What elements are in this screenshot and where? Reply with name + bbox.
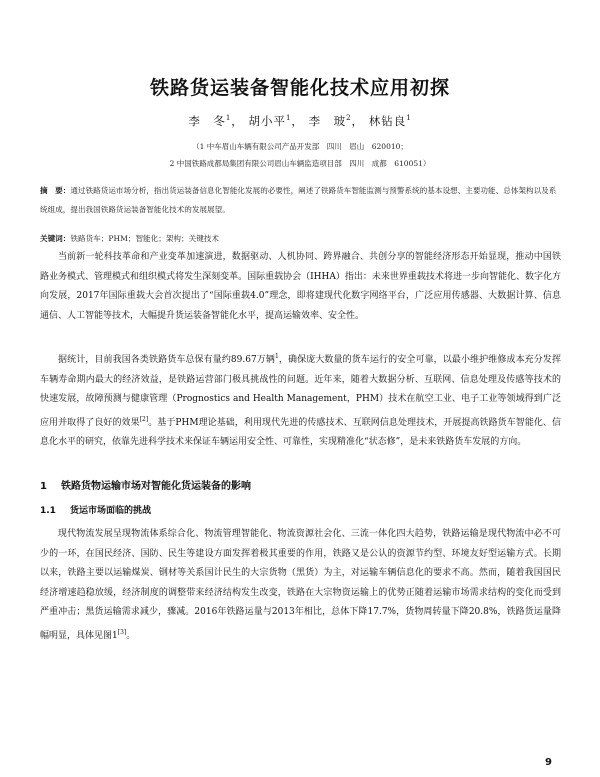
keywords-text: 铁路货车；PHM；智能化；架构；关键技术 xyxy=(70,234,219,243)
author-name: 胡小平 xyxy=(248,114,286,128)
abstract-text: 通过铁路货运市场分析，指出货运装备信息化智能化发展的必要性，阐述了铁路货车智能监测与预警系统的基本设想、主要功能、总体架构以及系统组成，提出我国铁路货运装备智能化技术的发展展望。 xyxy=(40,186,557,214)
affiliation-2: 2 中国铁路成都局集团有限公司眉山车辆监造项目部 四川 成都 610051） xyxy=(169,159,431,168)
author-affil-mark: 2 xyxy=(346,114,352,123)
paper-title: 铁路货运装备智能化技术应用初探 xyxy=(149,77,450,99)
paragraph-text: 。基于PHM理论基础，利用现代先进的传感技术、互联网信息处理技术，开展提高铁路货车智能化、信息化水平的研究，依靠先进科学技术来保证车辆运用安全性、可靠性，实现精准化“状态修”，是未来铁路货车发展的方向。 xyxy=(40,417,561,448)
section-number: 1 xyxy=(40,481,47,492)
paragraph-text: 据统计，目前我国各类铁路货车总保有量约89.67万辆 xyxy=(58,355,275,365)
author-affil-mark: 1 xyxy=(225,114,232,123)
subsection-title: 货运市场面临的挑战 xyxy=(69,506,151,516)
paragraph-text: 现代物流发展呈现物流体系综合化、物流管理智能化、物流资源社会化、三流一体化四大趋势，铁路运输是现代物流中必不可少的一环，在国民经济、国防、民生等建设方面发挥着极其重要的作用，铁路又是公认的资源节约型、环境友好型运输方式。长期以来，铁路主要以运输煤炭、钢材等关系国计民生的大宗货物（黑货）为主，对运输车辆信息化的要求不高。然而，随着我国国民经济增速趋稳放缓，经济制度的调整带来经济结构发生改变，铁路在大宗物资运输上的优势正随着运输市场需求结构的变化而受到严重冲击；黑货运输需求减少，骤减。2016年铁路运量与2013年相比，总体下降17.7%，货物周转量下降20.8%，铁路货运量降幅明显，具体见图1 xyxy=(40,529,561,641)
keywords-label: 关键词： xyxy=(40,234,71,243)
keywords xyxy=(40,229,562,248)
author-name: 李 冬 xyxy=(188,114,226,128)
body-paragraph-1: 当前新一轮科技革命和产业变革加速演进，数据驱动、人机协同、跨界融合、共创分享的智能经济形态开始显现，推动中国铁路业务模式、管理模式和组织模式将发生深刻变革。国际重载协会（IHHA）指出：未来世界重载技术将进一步向智能化、数字化方向发展，2017年国际重载大会首次提出了“国际重载4.0”理念，即将建现代化数字网络平台，广泛应用传感器、大数据计算、信息通信、人工智能等技术，大幅提升货运装备智能化水平，提高运输效率、安全性。 xyxy=(40,252,561,321)
author-affil-mark: 1 xyxy=(285,114,292,123)
page-number: 9 xyxy=(545,757,552,768)
subsection-number: 1.1 xyxy=(40,506,56,516)
abstract-label: 摘 要： xyxy=(40,186,71,195)
abstract xyxy=(40,181,562,219)
author-affil-mark: 1 xyxy=(406,114,412,123)
section-heading-1 xyxy=(40,477,251,492)
citation-ref[interactable]: 1 xyxy=(275,353,279,360)
affiliation-1: （1 中车眉山车辆有限公司产品开发部 四川 眉山 620010； xyxy=(192,142,408,151)
paragraph-text: 。 xyxy=(126,630,136,641)
body-paragraph-2 xyxy=(40,347,561,453)
citation-ref[interactable]: [3] xyxy=(117,628,127,636)
subsection-heading-1-1 xyxy=(40,503,151,516)
author-name: 林钻良 xyxy=(368,114,407,128)
body-paragraph-3 xyxy=(40,525,561,647)
section-title: 铁路货物运输市场对智能化货运装备的影响 xyxy=(60,481,251,492)
paragraph-text: ，确保庞大数量的货车运行的安全可靠，以最小维护维修成本充分发挥车辆寿命期内最大的经济效益，是铁路运营部门极具挑战性的问题。近年来，随着大数据分析、互联网、信息处理及传感等技术的快速发展，故障预测与健康管理（Prognostics and Health Management，PHM）技术在航空工业、电子工业等领域得到广泛应用并取得了良好的效果 xyxy=(40,355,561,428)
author-list: 李 冬$^1$， 胡小平$^1$， 李 玻$^2$， 林钻良$^1$ xyxy=(188,114,412,128)
citation-ref[interactable]: [2] xyxy=(139,415,149,423)
author-name: 李 玻 xyxy=(308,114,347,128)
